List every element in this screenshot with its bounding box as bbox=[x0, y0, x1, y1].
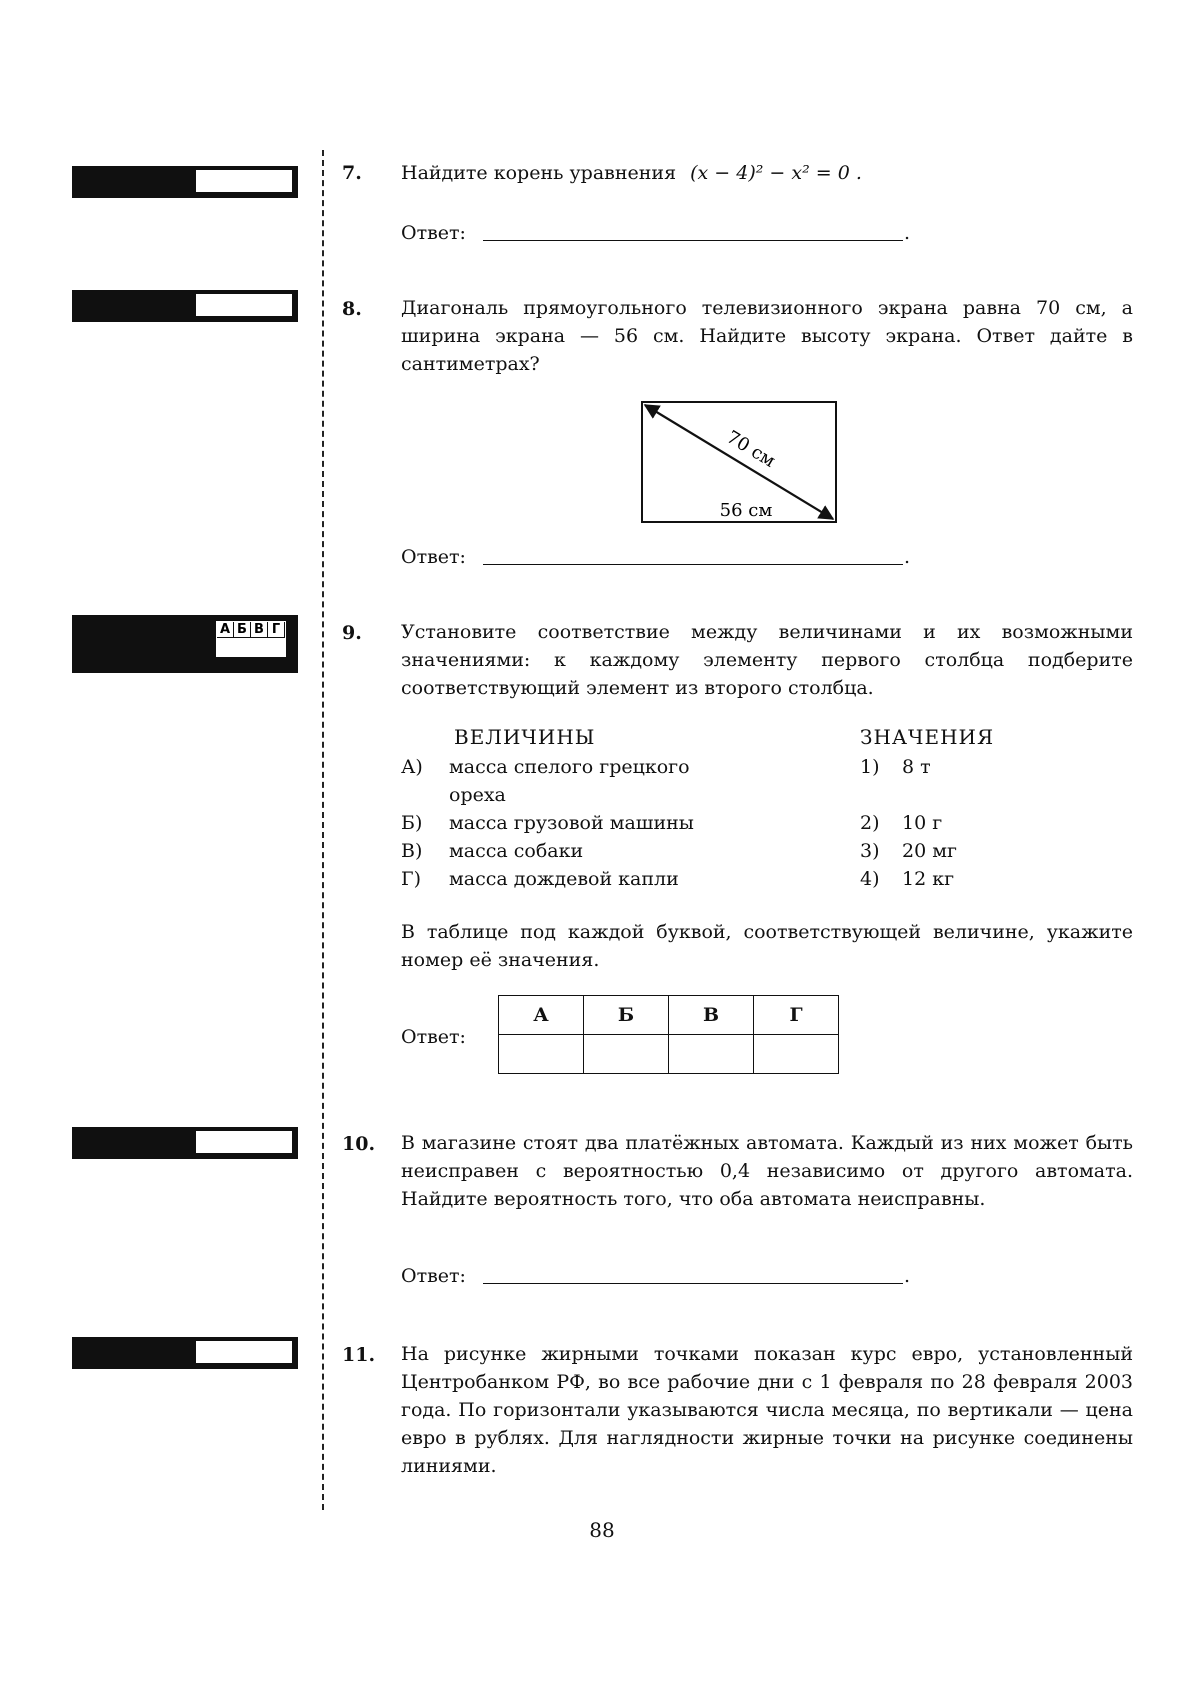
abvg-letter: Б bbox=[234, 622, 251, 637]
right-item-text: 12 кг bbox=[902, 868, 955, 890]
cut-line bbox=[322, 150, 324, 1510]
page-number: 88 bbox=[589, 1518, 615, 1542]
answer-dot: . bbox=[904, 546, 911, 568]
question-number-9: 9. bbox=[342, 622, 362, 644]
right-item-key: 2) bbox=[860, 812, 880, 834]
left-item-key: В) bbox=[401, 840, 423, 862]
right-item-text: 8 т bbox=[902, 756, 931, 778]
equation: (x − 4)² − x² = 0 . bbox=[690, 162, 862, 184]
right-item-key: 4) bbox=[860, 868, 880, 890]
width-label: 56 см bbox=[719, 500, 773, 521]
question-number-7: 7. bbox=[342, 162, 362, 184]
answer-field-7[interactable] bbox=[483, 240, 903, 241]
answer-label-9: Ответ: bbox=[401, 1026, 466, 1048]
right-item-text: 20 мг bbox=[902, 840, 957, 862]
left-column-heading: ВЕЛИЧИНЫ bbox=[454, 725, 596, 749]
left-item-key: Б) bbox=[401, 812, 423, 834]
right-column-heading: ЗНАЧЕНИЯ bbox=[860, 725, 995, 749]
answer-box-marker-10 bbox=[72, 1127, 298, 1159]
screen-diagram bbox=[636, 398, 840, 528]
answer-box-marker-7 bbox=[72, 166, 298, 198]
question-8-text: Диагональ прямоугольного телевизионного экрана равна 70 см, а ширина экрана — 56 см. Найдите высоту экрана. Ответ дайте в сантиметрах? bbox=[401, 297, 1133, 375]
table-header: Б bbox=[584, 996, 669, 1035]
question-9-text: Установите соответствие между величинами и их возможными значениями: к каждому элементу первого столбца подберите соответствующий элемент из второго столбца. bbox=[401, 621, 1133, 699]
abvg-grid bbox=[216, 621, 286, 657]
left-item-text: масса спелого грецкого bbox=[449, 756, 690, 778]
answer-dot: . bbox=[904, 222, 911, 244]
question-number-10: 10. bbox=[342, 1133, 376, 1155]
answer-field-8[interactable] bbox=[483, 564, 903, 565]
question-7-prompt: Найдите корень уравнения bbox=[401, 162, 677, 184]
table-header: А bbox=[499, 996, 584, 1035]
left-item-key: Г) bbox=[401, 868, 421, 890]
left-item-key: А) bbox=[401, 756, 423, 778]
answer-label-8: Ответ: bbox=[401, 546, 466, 568]
right-item-key: 3) bbox=[860, 840, 880, 862]
abvg-letter: А bbox=[217, 622, 234, 637]
left-item-text: масса дождевой капли bbox=[449, 868, 679, 890]
answer-field-10[interactable] bbox=[483, 1283, 903, 1284]
right-item-text: 10 г bbox=[902, 812, 943, 834]
answer-box-marker-11 bbox=[72, 1337, 298, 1369]
question-11-text: На рисунке жирными точками показан курс евро, установленный Центробанком РФ, во все рабочие дни с 1 февраля по 28 февраля 2003 года. По горизонтали указываются числа месяца, по вертикали — цена евро в рублях. Для наглядности жирные точки на рисунке соединены линиями. bbox=[401, 1343, 1133, 1477]
answer-table bbox=[498, 995, 839, 1074]
answer-label-7: Ответ: bbox=[401, 222, 466, 244]
diagonal-label: 70 см bbox=[722, 426, 779, 472]
question-number-11: 11. bbox=[342, 1344, 376, 1366]
table-header: В bbox=[669, 996, 754, 1035]
answer-dot: . bbox=[904, 1265, 911, 1287]
answer-cell-a[interactable] bbox=[499, 1035, 584, 1074]
left-item-text: ореха bbox=[449, 784, 506, 806]
answer-cell-g[interactable] bbox=[754, 1035, 839, 1074]
question-number-8: 8. bbox=[342, 298, 362, 320]
answer-cell-b[interactable] bbox=[584, 1035, 669, 1074]
answer-box-marker-9 bbox=[72, 615, 298, 673]
left-item-text: масса собаки bbox=[449, 840, 584, 862]
left-item-text: масса грузовой машины bbox=[449, 812, 694, 834]
right-item-key: 1) bbox=[860, 756, 880, 778]
abvg-letter: Г bbox=[268, 622, 285, 637]
answer-label-10: Ответ: bbox=[401, 1265, 466, 1287]
abvg-letter: В bbox=[251, 622, 268, 637]
question-10-text: В магазине стоят два платёжных автомата. Каждый из них может быть неисправен с вероятностью 0,4 независимо от другого автомата. Найдите вероятность того, что оба автомата неисправны. bbox=[401, 1132, 1133, 1210]
table-instruction: В таблице под каждой буквой, соответствующей величине, укажите номер её значения. bbox=[401, 921, 1133, 971]
question-7-text bbox=[401, 159, 862, 187]
table-header: Г bbox=[754, 996, 839, 1035]
answer-box-marker-8 bbox=[72, 290, 298, 322]
answer-cell-v[interactable] bbox=[669, 1035, 754, 1074]
